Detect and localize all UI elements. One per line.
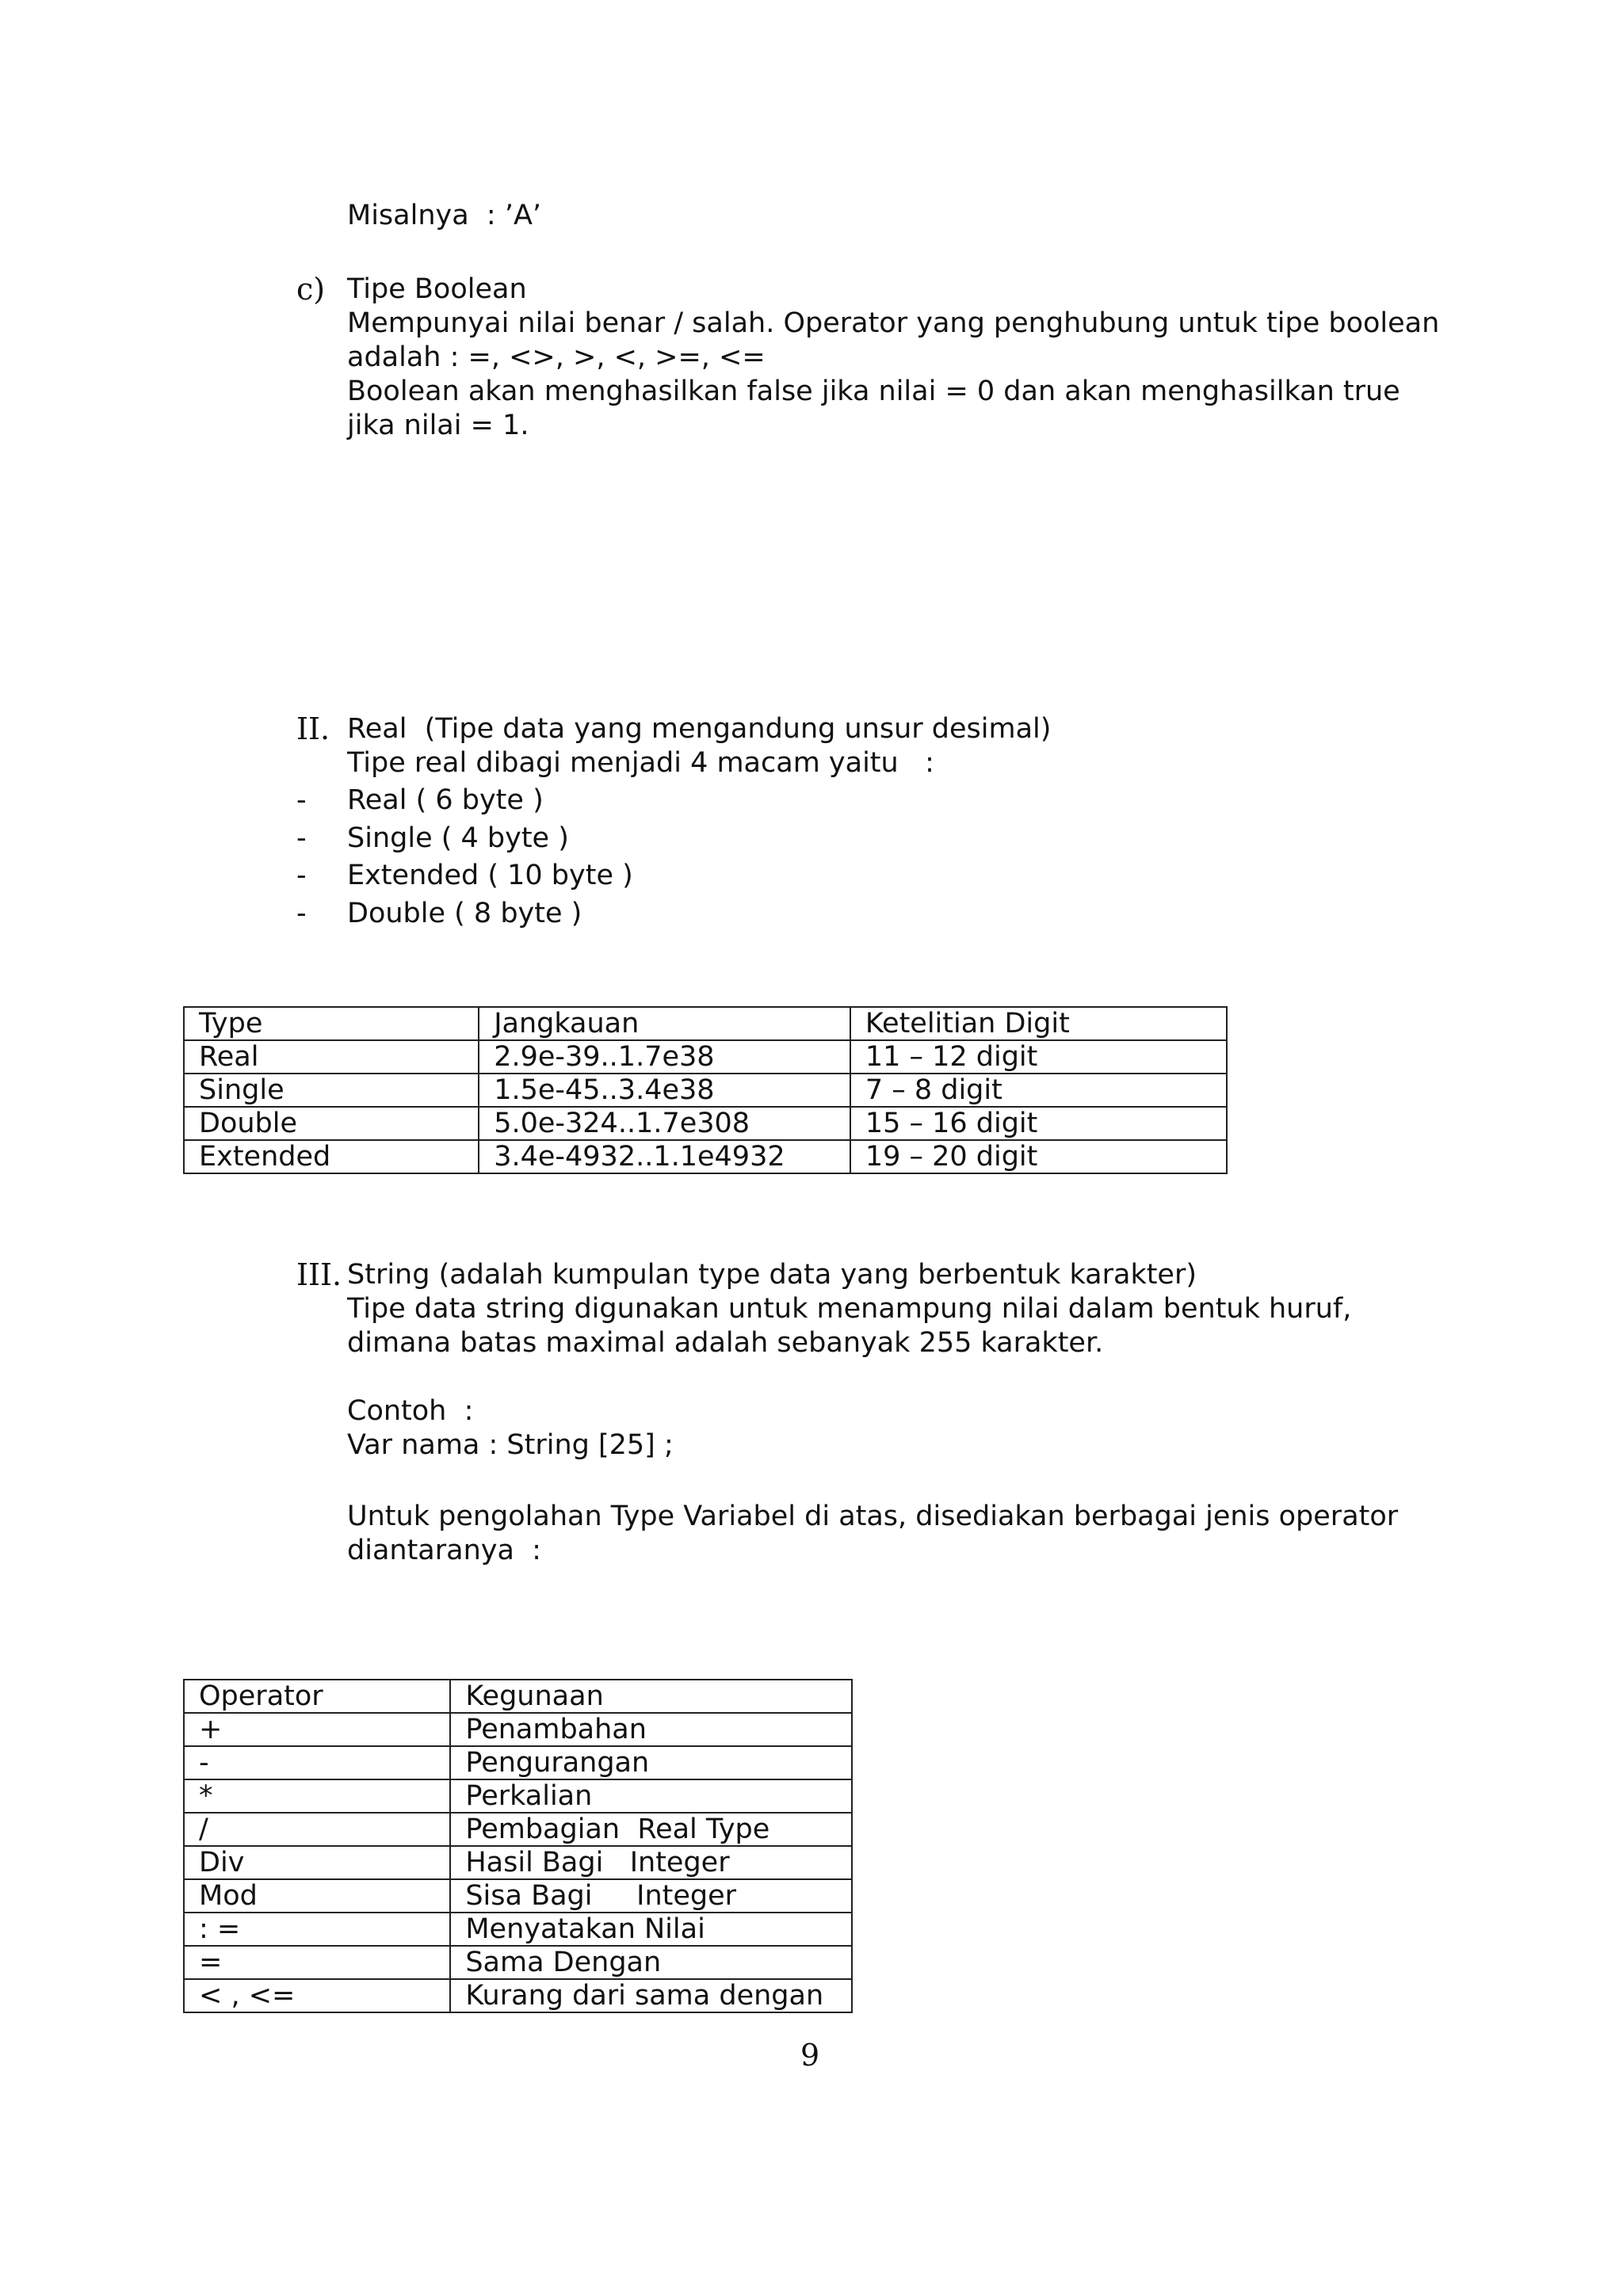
operator-intro-line-2: diantaranya : <box>347 1535 541 1566</box>
table-header-row <box>184 1007 1227 1040</box>
table-cell: Perkalian <box>450 1779 852 1813</box>
table-cell: Div <box>184 1846 450 1879</box>
table-cell: Hasil Bagi Integer <box>450 1846 852 1879</box>
list-item: Double ( 8 byte ) <box>347 898 582 929</box>
table-row <box>184 1946 852 1979</box>
list-item: Single ( 4 byte ) <box>347 822 569 854</box>
table-cell: < , <= <box>184 1979 450 2012</box>
bullet-dash: - <box>296 898 307 929</box>
page-number: 9 <box>800 2038 820 2073</box>
bullet-dash: - <box>296 784 307 816</box>
table-cell: : = <box>184 1913 450 1946</box>
table-cell: = <box>184 1946 450 1979</box>
table-cell: Sama Dengan <box>450 1946 852 1979</box>
table-cell: 2.9e-39..1.7e38 <box>479 1040 850 1074</box>
table-header-cell: Type <box>184 1007 479 1040</box>
section-c-line-2: adalah : =, <>, >, <, >=, <= <box>347 341 766 373</box>
table-row <box>184 1107 1227 1140</box>
example-line: Misalnya : ’A’ <box>347 200 542 231</box>
section-iii-line-1: Tipe data string digunakan untuk menampung nilai dalam bentuk huruf, <box>347 1293 1352 1325</box>
table-row <box>184 1746 852 1779</box>
table-cell: 5.0e-324..1.7e308 <box>479 1107 850 1140</box>
section-c-line-1: Mempunyai nilai benar / salah. Operator yang penghubung untuk tipe boolean <box>347 307 1440 339</box>
table-row <box>184 1074 1227 1107</box>
table-cell: Real <box>184 1040 479 1074</box>
table-row <box>184 1979 852 2012</box>
table-cell: 7 – 8 digit <box>850 1074 1227 1107</box>
table-cell: Sisa Bagi Integer <box>450 1879 852 1913</box>
section-c-title: Tipe Boolean <box>347 273 527 305</box>
section-ii-intro: Tipe real dibagi menjadi 4 macam yaitu : <box>347 747 934 779</box>
table-row <box>184 1779 852 1813</box>
real-type-table <box>183 1006 1228 1174</box>
table-header-cell: Kegunaan <box>450 1680 852 1713</box>
operator-intro-line-1: Untuk pengolahan Type Variabel di atas, disediakan berbagai jenis operator <box>347 1501 1399 1532</box>
section-ii-marker: II. <box>296 711 330 746</box>
table-cell: Extended <box>184 1140 479 1173</box>
table-cell: 15 – 16 digit <box>850 1107 1227 1140</box>
example-code: Var nama : String [25] ; <box>347 1429 674 1461</box>
bullet-dash: - <box>296 860 307 891</box>
table-cell: Double <box>184 1107 479 1140</box>
section-c-marker: c) <box>296 272 326 307</box>
table-cell: 19 – 20 digit <box>850 1140 1227 1173</box>
table-cell: Pembagian Real Type <box>450 1813 852 1846</box>
section-iii-line-2: dimana batas maximal adalah sebanyak 255 karakter. <box>347 1327 1104 1359</box>
table-cell: Pengurangan <box>450 1746 852 1779</box>
section-ii-title: Real (Tipe data yang mengandung unsur desimal) <box>347 713 1052 745</box>
table-cell: Kurang dari sama dengan <box>450 1979 852 2012</box>
table-row <box>184 1713 852 1746</box>
bullet-dash: - <box>296 822 307 854</box>
section-iii-marker: III. <box>296 1257 342 1292</box>
table-row <box>184 1879 852 1913</box>
table-header-cell: Operator <box>184 1680 450 1713</box>
table-cell: + <box>184 1713 450 1746</box>
table-cell: 3.4e-4932..1.1e4932 <box>479 1140 850 1173</box>
table-header-cell: Jangkauan <box>479 1007 850 1040</box>
table-row <box>184 1813 852 1846</box>
table-cell: * <box>184 1779 450 1813</box>
table-cell: Mod <box>184 1879 450 1913</box>
list-item: Extended ( 10 byte ) <box>347 860 633 891</box>
list-item: Real ( 6 byte ) <box>347 784 544 816</box>
table-header-cell: Ketelitian Digit <box>850 1007 1227 1040</box>
example-label: Contoh : <box>347 1395 474 1427</box>
table-row <box>184 1913 852 1946</box>
table-row <box>184 1140 1227 1173</box>
table-cell: / <box>184 1813 450 1846</box>
section-c-line-3: Boolean akan menghasilkan false jika nilai = 0 dan akan menghasilkan true <box>347 376 1400 407</box>
table-cell: 1.5e-45..3.4e38 <box>479 1074 850 1107</box>
table-row <box>184 1846 852 1879</box>
table-header-row <box>184 1680 852 1713</box>
table-cell: - <box>184 1746 450 1779</box>
table-cell: Penambahan <box>450 1713 852 1746</box>
table-row <box>184 1040 1227 1074</box>
table-cell: 11 – 12 digit <box>850 1040 1227 1074</box>
table-cell: Menyatakan Nilai <box>450 1913 852 1946</box>
section-c-line-4: jika nilai = 1. <box>347 410 529 441</box>
operator-table <box>183 1679 853 2013</box>
table-cell: Single <box>184 1074 479 1107</box>
section-iii-title: String (adalah kumpulan type data yang berbentuk karakter) <box>347 1259 1197 1291</box>
